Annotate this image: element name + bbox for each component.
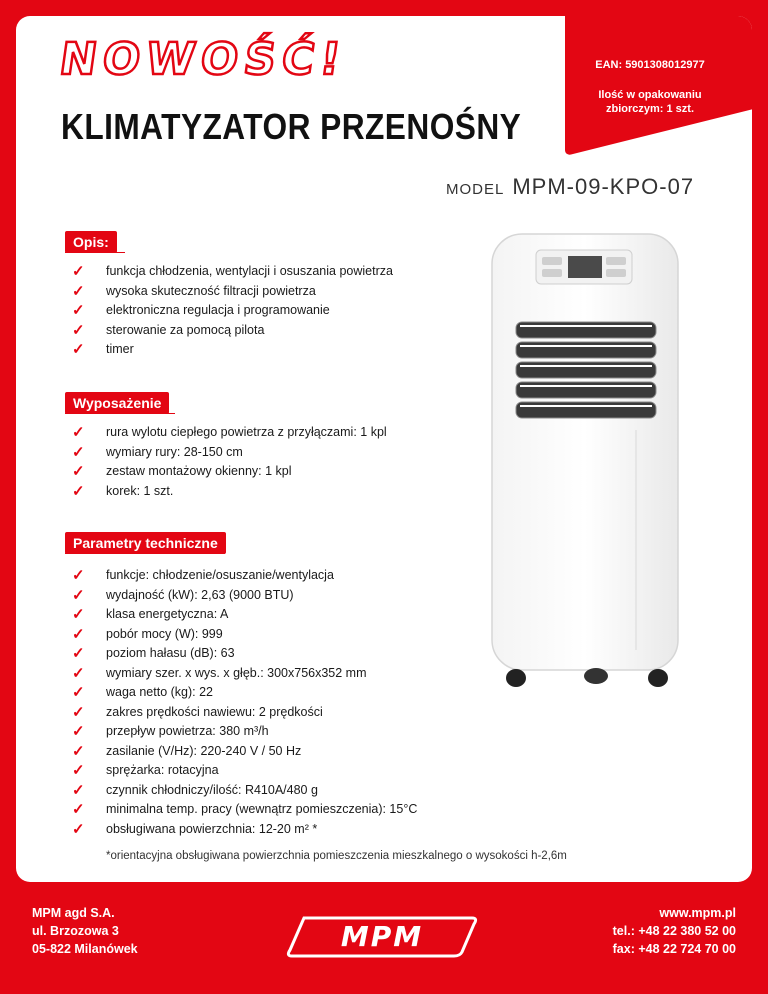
list-item-text: zasilanie (V/Hz): 220-240 V / 50 Hz — [106, 743, 302, 758]
check-icon: ✓ — [72, 482, 85, 500]
check-icon: ✓ — [72, 801, 85, 818]
fax: fax: +48 22 724 70 00 — [612, 942, 736, 956]
list-item-text: wysoka skuteczność filtracji powietrza — [106, 283, 316, 298]
list-item-text: korek: 1 szt. — [106, 483, 174, 498]
check-icon: ✓ — [72, 781, 85, 799]
list-item-text: sprężarka: rotacyjna — [106, 763, 219, 777]
list-item — [72, 703, 417, 723]
list-item — [72, 664, 417, 684]
company-street: ul. Brzozowa 3 — [32, 924, 119, 938]
list-item-text: wydajność (kW): 2,63 (9000 BTU) — [106, 587, 294, 602]
list-item — [72, 462, 387, 482]
list-item — [72, 566, 417, 586]
list-item — [72, 722, 417, 742]
list-item-text: zakres prędkości nawiewu: 2 prędkości — [106, 704, 323, 719]
check-icon: ✓ — [72, 684, 85, 701]
list-item — [72, 625, 417, 645]
list-item-text: pobór mocy (W): 999 — [106, 626, 223, 641]
check-icon: ✓ — [72, 586, 85, 604]
list-item-text: wymiary szer. x wys. x głęb.: 300x756x352 mm — [106, 665, 367, 680]
list-item — [72, 781, 417, 801]
list-opis — [72, 262, 393, 360]
check-icon: ✓ — [72, 263, 85, 280]
list-item-text: elektroniczna regulacja i programowanie — [106, 303, 330, 317]
check-icon: ✓ — [72, 645, 85, 662]
list-item-text: rura wylotu ciepłego powietrza z przyłączami: 1 kpl — [106, 425, 387, 439]
list-item-text: czynnik chłodniczy/ilość: R410A/480 g — [106, 782, 318, 797]
list-item-text: sterowanie za pomocą pilota — [106, 322, 265, 337]
check-icon: ✓ — [72, 321, 85, 339]
check-icon: ✓ — [72, 443, 85, 461]
package-line-1: Ilość w opakowaniu — [598, 89, 702, 101]
list-item — [72, 282, 393, 302]
list-item — [72, 340, 393, 360]
check-icon: ✓ — [72, 820, 85, 838]
model-line — [446, 174, 694, 200]
list-wyposazenie — [72, 423, 387, 501]
check-icon: ✓ — [72, 463, 85, 480]
company-address — [32, 904, 138, 958]
list-item — [72, 644, 417, 664]
mpm-logo — [284, 910, 484, 960]
section-heading-wyposazenie: Wyposażenie — [65, 392, 169, 414]
contact-info — [613, 904, 736, 958]
list-item-text: obsługiwana powierzchnia: 12-20 m² * — [106, 821, 318, 836]
check-icon: ✓ — [72, 282, 85, 300]
section-underline — [65, 252, 125, 253]
list-item — [72, 482, 387, 502]
footnote: *orientacyjna obsługiwana powierzchnia pomieszczenia mieszkalnego o wysokości h-2,6m — [106, 850, 567, 862]
list-item-text: waga netto (kg): 22 — [106, 685, 214, 699]
list-item — [72, 742, 417, 762]
section-underline — [65, 553, 225, 554]
list-item — [72, 683, 417, 703]
company-name: MPM agd S.A. — [32, 906, 115, 920]
section-underline — [65, 413, 175, 414]
check-icon: ✓ — [72, 703, 85, 721]
logo-text: MPM — [340, 920, 424, 953]
check-icon: ✓ — [72, 567, 85, 584]
check-icon: ✓ — [72, 723, 85, 740]
ean-code: EAN: 5901308012977 — [595, 59, 705, 71]
list-item — [72, 321, 393, 341]
check-icon: ✓ — [72, 606, 85, 623]
list-item-text: klasa energetyczna: A — [106, 607, 229, 621]
model-label: MODEL — [446, 181, 505, 198]
list-item-text: zestaw montażowy okienny: 1 kpl — [106, 464, 292, 478]
model-value: MPM-09-KPO-07 — [512, 174, 695, 199]
website-link[interactable]: www.mpm.pl — [659, 906, 736, 920]
check-icon: ✓ — [72, 664, 85, 682]
new-badge: NOWOŚĆ! — [56, 34, 350, 85]
list-parametry — [72, 566, 417, 839]
check-icon: ✓ — [72, 625, 85, 643]
list-item — [72, 586, 417, 606]
phone: tel.: +48 22 380 52 00 — [612, 924, 736, 938]
list-item — [72, 761, 417, 781]
section-heading-opis: Opis: — [65, 231, 117, 253]
check-icon: ✓ — [72, 341, 85, 358]
package-line-2: zbiorczym: 1 szt. — [605, 103, 695, 115]
list-item — [72, 800, 417, 820]
company-city: 05-822 Milanówek — [32, 942, 138, 956]
check-icon: ✓ — [72, 424, 85, 441]
leaflet-sheet — [16, 16, 752, 882]
check-icon: ✓ — [72, 742, 85, 760]
list-item-text: przepływ powietrza: 380 m³/h — [106, 724, 269, 738]
list-item-text: funkcje: chłodzenie/osuszanie/wentylacja — [106, 568, 334, 582]
section-heading-parametry: Parametry techniczne — [65, 532, 226, 554]
list-item-text: timer — [106, 342, 134, 356]
check-icon: ✓ — [72, 762, 85, 779]
page-title: KLIMATYZATOR PRZENOŚNY — [61, 106, 522, 147]
list-item-text: wymiary rury: 28-150 cm — [106, 444, 243, 459]
list-item — [72, 423, 387, 443]
list-item — [72, 820, 417, 840]
check-icon: ✓ — [72, 302, 85, 319]
list-item-text: minimalna temp. pracy (wewnątrz pomieszczenia): 15°C — [106, 802, 418, 816]
list-item — [72, 262, 393, 282]
air-conditioner-image — [486, 230, 686, 690]
list-item — [72, 443, 387, 463]
list-item-text: funkcja chłodzenia, wentylacji i osuszania powietrza — [106, 264, 393, 278]
list-item — [72, 605, 417, 625]
list-item-text: poziom hałasu (dB): 63 — [106, 646, 235, 660]
list-item — [72, 301, 393, 321]
ean-info — [570, 58, 730, 116]
